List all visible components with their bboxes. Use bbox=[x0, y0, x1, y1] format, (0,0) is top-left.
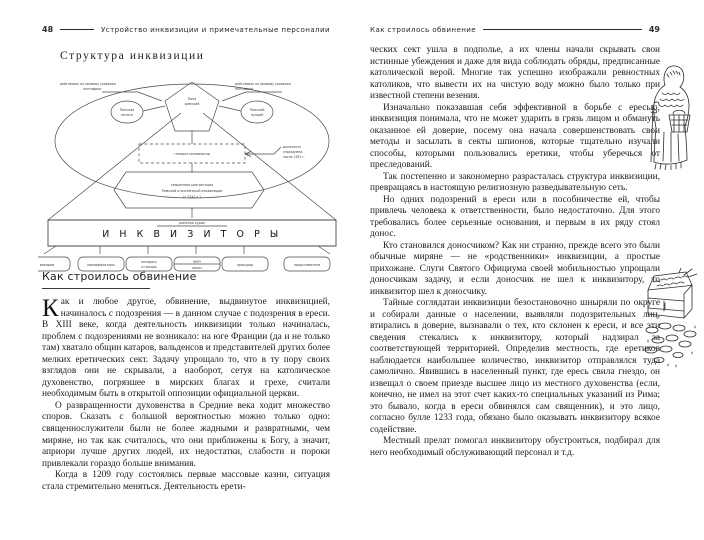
illustration-treasure-chest bbox=[640, 268, 702, 380]
svg-text:Римской и вселенской инквизици: Римской и вселенской инквизиции bbox=[161, 189, 223, 193]
svg-text:врач: врач bbox=[192, 259, 202, 264]
paragraph: Так постепенно и закономерно разрасталась структура инквизиции, превращаясь в настоящую религиозную разведывательную сеть. bbox=[370, 171, 660, 193]
right-page bbox=[352, 0, 704, 540]
left-folio: 48 bbox=[42, 24, 54, 34]
svg-text:понтифика: понтифика bbox=[83, 87, 102, 91]
running-head-rule bbox=[483, 29, 642, 30]
right-body-text bbox=[370, 45, 660, 459]
running-head-rule bbox=[60, 29, 94, 30]
svg-text:и писарь: и писарь bbox=[141, 265, 157, 269]
left-running-head bbox=[42, 22, 330, 36]
svg-text:представители: представители bbox=[293, 263, 321, 267]
svg-text:И Н К В И З И Т О Р Ы: И Н К В И З И Т О Р Ы bbox=[102, 229, 282, 240]
svg-text:римская курия: римская курия bbox=[179, 221, 205, 225]
svg-text:квалификаторы: квалификаторы bbox=[87, 263, 115, 267]
paragraph: ческих сект ушла в подполье, а их члены начали скрывать свои истинные убеждения и даже для вида соблюдать обряды, предписанные католической верой. Многие так успешно изображали ревностных католиков, что вывести их на чистую воду можно было только при известной степени везения. bbox=[370, 45, 660, 101]
paragraph-dropcap bbox=[42, 297, 330, 401]
left-body-text bbox=[42, 297, 330, 493]
illustration-pilgrim-with-basket bbox=[640, 58, 702, 170]
svg-text:священная конгрегация: священная конгрегация bbox=[170, 183, 214, 187]
left-running-head-text: Устройство инквизиции и примечательные персоналии bbox=[101, 24, 330, 34]
svg-text:нотариус: нотариус bbox=[140, 260, 158, 264]
right-folio: 49 bbox=[648, 24, 660, 34]
svg-text:действовал по прямому указанию: действовал по прямому указанию bbox=[235, 82, 291, 86]
svg-text:палач: палач bbox=[191, 266, 203, 270]
svg-text:(с 1542 г.): (с 1542 г.) bbox=[183, 195, 201, 199]
figure-title: Структура инквизиции bbox=[60, 50, 205, 62]
right-running-head-text: Как строилось обвинение bbox=[370, 24, 477, 34]
svg-text:нунций: нунций bbox=[250, 113, 264, 117]
chapter-heading-rule bbox=[42, 288, 150, 289]
svg-text:должность: должность bbox=[283, 145, 302, 149]
svg-text:прокурор: прокурор bbox=[236, 263, 254, 267]
drop-cap: К bbox=[42, 295, 59, 322]
svg-text:викарии: викарии bbox=[39, 263, 55, 267]
paragraph: Когда в 1209 году состоялись первые массовые казни, ситуация стала стремительно меняться. Деятельность ерети- bbox=[42, 470, 330, 492]
right-running-head bbox=[370, 22, 660, 36]
paragraph: Кто становился доносчиком? Как ни странно, прежде всего это были обычные миряне — не «родственники» инквизиции, а простые прихожане. Слуги Святого Официума своей мобильностью упрощали доносчикам задачу, и если доносчик не шел к инквизитору, то инквизитор шел к доносчику. bbox=[370, 240, 660, 297]
paragraph: Но одних подозрений в ереси или в пособничестве ей, чтобы привлечь человека к ответственности, было недостаточно. Для этого требовались более серьезные основания, и первым в их ряду стоял донос. bbox=[370, 194, 660, 239]
svg-text:после 1352 г.: после 1352 г. bbox=[283, 155, 305, 159]
paragraph: Тайные соглядатаи инквизиции безостановочно шныряли по округе и собирали данные о населении, выявляли подозрительных лиц, втирались в доверие, вызнавали о тех, кто склонен к ереси, и все эти сведения стекались к инквизитору, который надзирал за соответствующей территорией. Определив местность, где еретиков наблюдается наибольшее количество, инквизитор отправлялся туда самолично. Явившись в населенный пункт, где ересь свила гнездо, он извещал о своем приезде высшее лицо из местного духовенства (если, конечно, не имел на этот счет каких-то специальных указаний из Рима; это бывало, когда в ереси обвинялся сам священник), и это лицо, согласно булле 1233 года, обязано было оказывать инквизитору всякое содействие. bbox=[370, 298, 660, 435]
svg-text:Папская: Папская bbox=[119, 108, 135, 112]
svg-text:Папский: Папский bbox=[249, 108, 265, 112]
svg-text:упразднена: упразднена bbox=[283, 150, 303, 154]
inquisition-structure-diagram bbox=[38, 68, 346, 270]
svg-text:римский: римский bbox=[184, 102, 200, 106]
paragraph-text: ак и любое другое, обвинение, выдвинутое инквизицией, начиналось с подозрения — в данном случае с подозрения в ереси. В XIII веке, когда деятельность инквизиции только начиналась, проблем с подозрениями не возникало: на юге Франции (да и не только там) хватало общин катаров, вальденсов и представителей других более мелких еретических сект. Задачу упрощало то, что в ту пору своих взглядов они не скрывали, а наоборот, сетуя на католическое духовенство, погрязшее в мирских благах и грехе, считали необходимым быть в открытой оппозиции официальной церкви. bbox=[42, 297, 330, 400]
paragraph: О развращенности духовенства в Средние века ходит множество споров. Сказать с большой вероятностью можно только одно: священнослужители были не более жадными и развратными, чем миряне, но так как считалось, что они приближены к Богу, а значит, априори лучше других людей, их недостатки, слабости и пороки привлекали гораздо больше внимания. bbox=[42, 400, 330, 469]
svg-text:Папа: Папа bbox=[187, 97, 197, 101]
svg-text:печать: печать bbox=[120, 113, 134, 117]
svg-text:генерал-инквизитор: генерал-инквизитор bbox=[174, 152, 210, 156]
chapter-heading: Как строилось обвинение bbox=[42, 270, 197, 283]
svg-text:понтифика: понтифика bbox=[235, 87, 254, 91]
svg-text:действовал по прямому указанию: действовал по прямому указанию bbox=[60, 82, 116, 86]
paragraph: Местный прелат помогал инквизитору обустроиться, подбирал для него необходимый обслуживающий персонал и т.д. bbox=[370, 436, 660, 458]
paragraph: Изначально показавшая себя эффективной в борьбе с ересью, инквизиция понимала, что не может ударить в грязь лицом и обмануть оказанное ей доверие, посему она начала совершенствовать свои методы и засылать в секты шпионов, которые тщательно изучали способы, которыми пользовались еретики, чтобы уберечься от преследований. bbox=[370, 102, 660, 170]
